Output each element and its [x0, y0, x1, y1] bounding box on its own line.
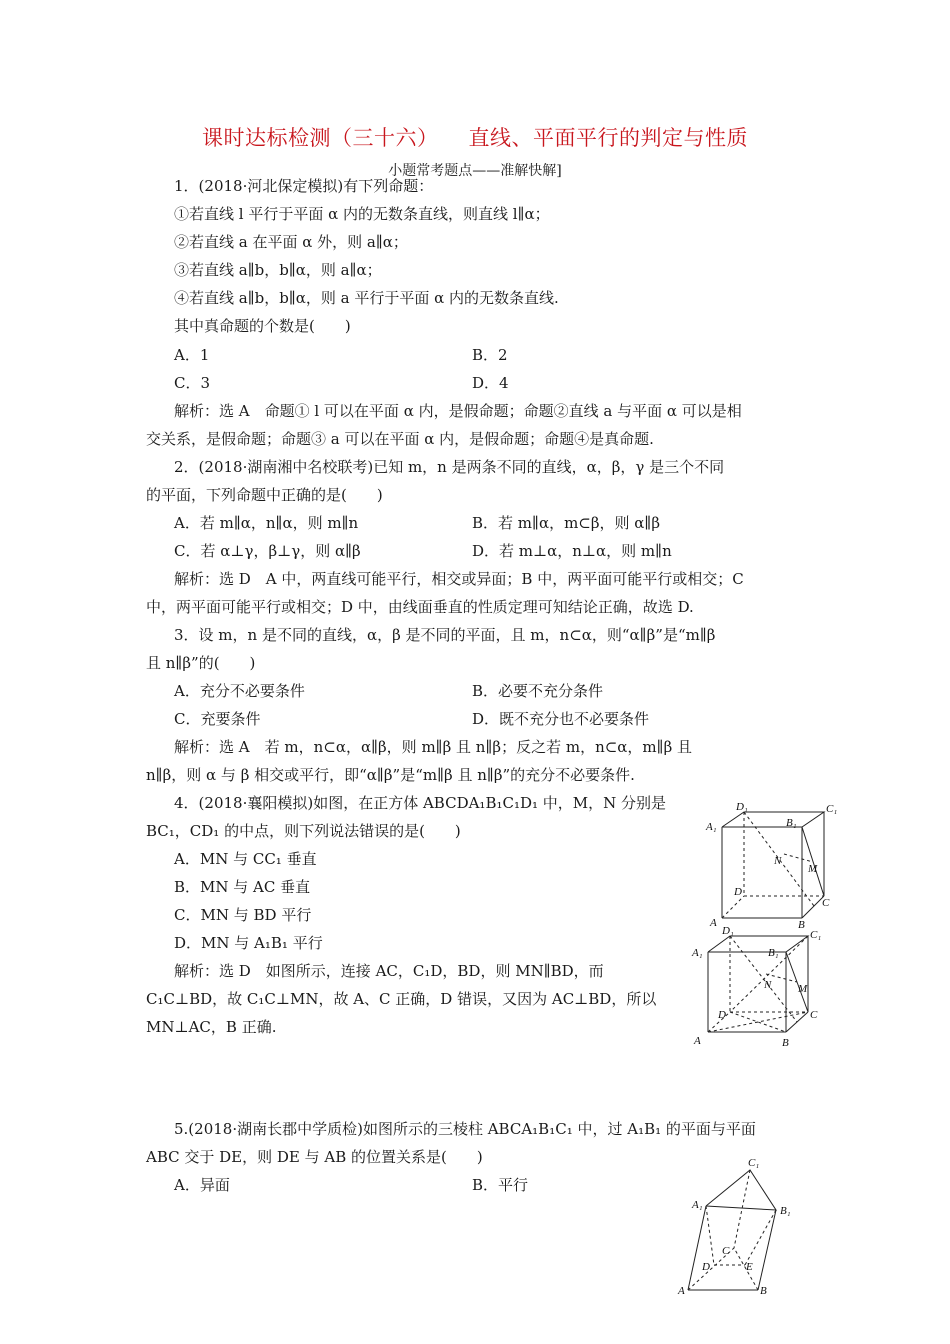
text-line: 解析：选 D A 中，两直线可能平行，相交或异面；B 中，两平面可能平行或相交；C	[174, 570, 744, 588]
text-line: 且 n∥β”的( )	[146, 654, 256, 672]
section-subtitle: 小题常考题点——准解快解]	[388, 163, 562, 179]
text-line: 交关系，是假命题；命题③ a 可以在平面 α 内，是假命题；命题④是真命题.	[146, 430, 654, 448]
text-line: 3．设 m，n 是不同的直线，α，β 是不同的平面，且 m，n⊂α，则“α∥β”是“m∥β	[174, 626, 716, 644]
text-line: 解析：选 A 命题① l 可以在平面 α 内，是假命题；命题②直线 a 与平面 α 可以是相	[174, 402, 742, 420]
text-line: B．平行	[472, 1176, 529, 1194]
text-line: B．MN 与 AC 垂直	[174, 878, 311, 896]
label-A: A	[694, 1035, 701, 1047]
text-line: 2．(2018·湖南湘中名校联考)已知 m，n 是两条不同的直线，α，β，γ 是三个不同	[174, 458, 725, 476]
text-line: C．充要条件	[174, 710, 261, 728]
text-line: 4．(2018·襄阳模拟)如图，在正方体 ABCDA₁B₁C₁D₁ 中，M，N 分别是	[174, 794, 667, 812]
text-line: D．既不充分也不必要条件	[472, 710, 650, 728]
text-line: A．1	[174, 346, 210, 364]
label-B1: B₁	[786, 817, 797, 829]
label-E: E	[746, 1261, 753, 1273]
text-line: 解析：选 A 若 m，n⊂α，α∥β，则 m∥β 且 n∥β；反之若 m，n⊂α，m∥β 且	[174, 738, 693, 756]
text-line: C．MN 与 BD 平行	[174, 906, 312, 924]
text-line: MN⊥AC，B 正确.	[146, 1018, 277, 1036]
label-B: B	[760, 1285, 767, 1297]
text-line: ④若直线 a∥b，b∥α，则 a 平行于平面 α 内的无数条直线.	[174, 289, 559, 307]
cube-figure-2	[688, 922, 828, 1052]
text-line: ③若直线 a∥b，b∥α，则 a∥α；	[174, 261, 382, 279]
text-line: ①若直线 l 平行于平面 α 内的无数条直线，则直线 l∥α；	[174, 205, 550, 223]
label-D1: D₁	[736, 801, 748, 813]
label-N: N	[764, 979, 772, 991]
text-line: D．若 m⊥α，n⊥α，则 m∥n	[472, 542, 672, 560]
text-line: 中，两平面可能平行或相交；D 中，由线面垂直的性质定理可知结论正确，故选 D.	[146, 598, 694, 616]
label-B1: B₁	[780, 1205, 791, 1217]
label-M: M	[798, 983, 808, 995]
label-C1: C₁	[810, 929, 822, 941]
text-line: BC₁，CD₁ 的中点，则下列说法错误的是( )	[146, 822, 461, 840]
page-title	[0, 122, 950, 152]
text-line: A．异面	[174, 1176, 230, 1194]
title-left: 课时达标检测（三十六）	[202, 126, 439, 150]
label-D1: D₁	[722, 925, 734, 937]
label-B: B	[798, 919, 805, 930]
label-A1: A₁	[692, 947, 703, 959]
label-B: B	[782, 1037, 789, 1049]
label-A1: A₁	[692, 1199, 703, 1211]
cube-figure-1	[698, 800, 848, 930]
label-D: D	[734, 886, 742, 898]
label-M: M	[808, 863, 818, 875]
text-line: D．MN 与 A₁B₁ 平行	[174, 934, 323, 952]
text-line: B．必要不充分条件	[472, 682, 604, 700]
label-N: N	[774, 855, 782, 867]
label-B1: B₁	[768, 947, 779, 959]
text-line: 1．(2018·河北保定模拟)有下列命题：	[174, 177, 434, 195]
text-line: ②若直线 a 在平面 α 外，则 a∥α；	[174, 233, 408, 251]
prism-figure	[676, 1152, 806, 1302]
label-C: C	[722, 1245, 730, 1257]
text-line: ABC 交于 DE，则 DE 与 AB 的位置关系是( )	[146, 1148, 483, 1166]
label-C1: C₁	[748, 1157, 760, 1169]
text-line: 5.(2018·湖南长郡中学质检)如图所示的三棱柱 ABCA₁B₁C₁ 中，过 A₁B₁ 的平面与平面	[174, 1120, 756, 1138]
label-A: A	[710, 917, 717, 929]
text-line: 解析：选 D 如图所示，连接 AC，C₁D，BD，则 MN∥BD，而	[174, 962, 604, 980]
text-line: B．2	[472, 346, 508, 364]
title-right: 直线、平面平行的判定与性质	[468, 126, 748, 150]
text-line: B．若 m∥α，m⊂β，则 α∥β	[472, 514, 661, 532]
text-line: C₁C⊥BD，故 C₁C⊥MN，故 A、C 正确，D 错误，又因为 AC⊥BD，所以	[146, 990, 657, 1008]
text-line: C．若 α⊥γ，β⊥γ，则 α∥β	[174, 542, 361, 560]
label-C: C	[822, 897, 830, 909]
text-line: 的平面，下列命题中正确的是( )	[146, 486, 383, 504]
label-A: A	[678, 1285, 685, 1297]
text-line: A．若 m∥α，n∥α，则 m∥n	[174, 514, 359, 532]
text-line: C．3	[174, 374, 211, 392]
text-line: A．充分不必要条件	[174, 682, 305, 700]
text-line: 其中真命题的个数是( )	[174, 317, 351, 335]
label-C1: C₁	[826, 803, 838, 815]
label-A1: A₁	[706, 821, 717, 833]
label-C: C	[810, 1009, 818, 1021]
text-line: A．MN 与 CC₁ 垂直	[174, 850, 317, 868]
label-D: D	[702, 1261, 710, 1273]
text-line: D．4	[472, 374, 509, 392]
text-line: n∥β，则 α 与 β 相交或平行，即“α∥β”是“m∥β 且 n∥β”的充分不必要条件.	[146, 766, 635, 784]
label-D: D	[718, 1009, 726, 1021]
